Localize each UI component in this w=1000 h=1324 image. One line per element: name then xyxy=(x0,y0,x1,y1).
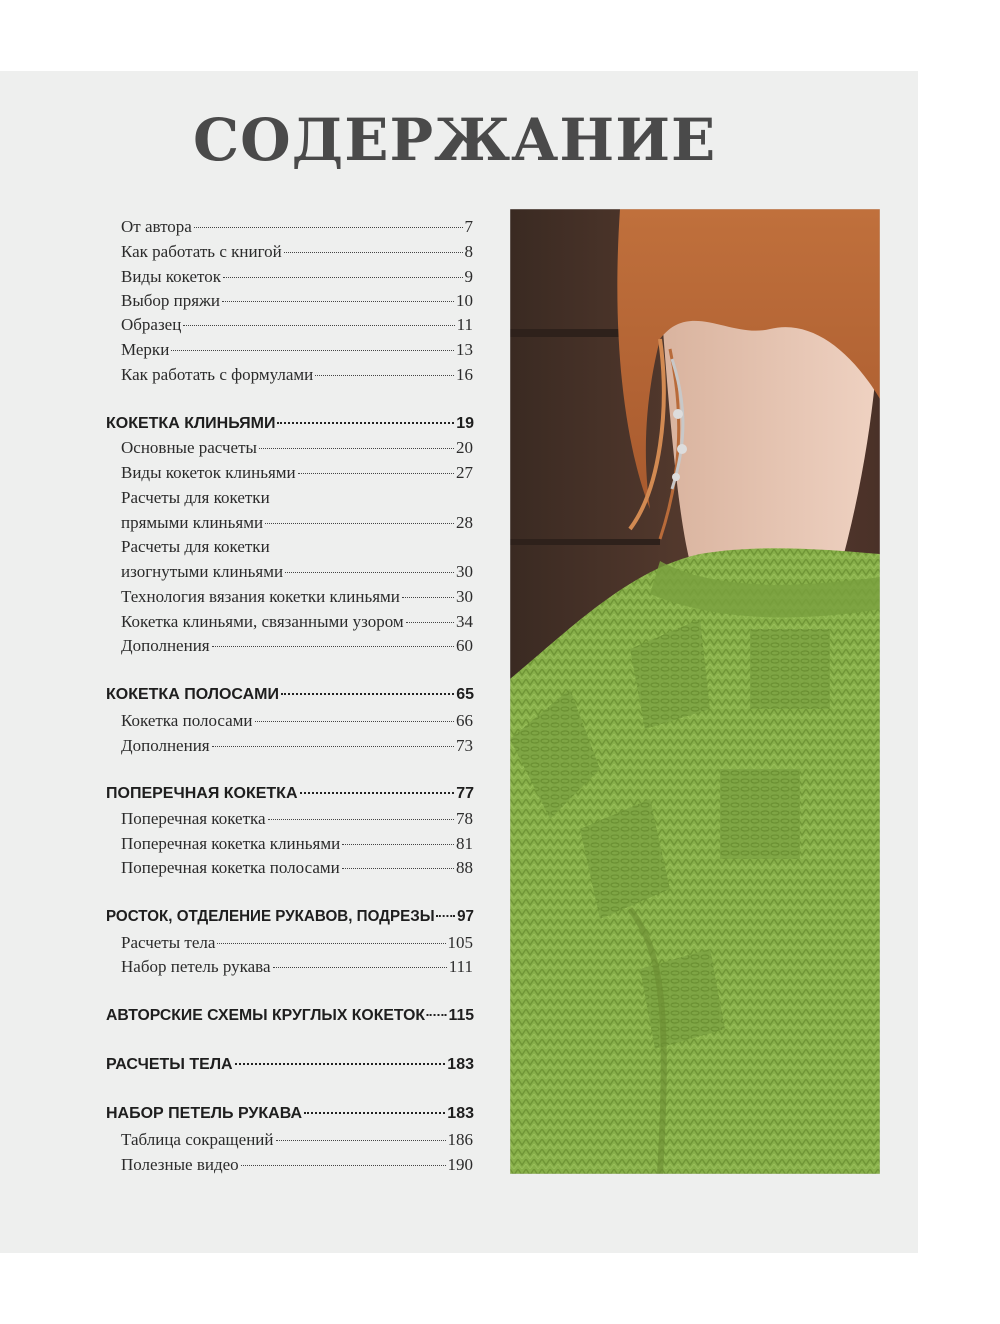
toc-label: Как работать с формулами xyxy=(121,365,314,384)
toc-label: Расчеты для кокетки xyxy=(121,537,270,556)
toc-page: 183 xyxy=(447,1056,474,1073)
toc-entry-line[interactable] xyxy=(121,536,473,558)
toc-section-heading[interactable] xyxy=(106,1103,474,1125)
toc-entry[interactable] xyxy=(121,857,473,879)
dot-leader xyxy=(285,572,454,573)
toc-page: 190 xyxy=(447,1155,473,1174)
toc-entry[interactable] xyxy=(121,314,473,336)
dot-leader xyxy=(265,523,454,524)
toc-label: Набор петель рукава xyxy=(121,957,271,976)
dot-leader xyxy=(223,277,463,278)
toc-entry[interactable] xyxy=(121,512,473,534)
toc-entry[interactable] xyxy=(121,266,473,288)
toc-entry[interactable] xyxy=(121,611,473,633)
sweater-photo xyxy=(510,209,880,1174)
toc-label: Дополнения xyxy=(121,636,210,655)
toc-label: Кокетка полосами xyxy=(121,711,253,730)
toc-label: Поперечная кокетка полосами xyxy=(121,858,340,877)
toc-page: 13 xyxy=(456,340,473,359)
toc-entry[interactable] xyxy=(121,932,473,954)
toc-section-heading[interactable] xyxy=(106,906,474,928)
dot-leader xyxy=(402,597,454,598)
toc-page: 105 xyxy=(447,933,473,952)
toc-entry[interactable] xyxy=(121,462,473,484)
toc-label: РОСТОК, ОТДЕЛЕНИЕ РУКАВОВ, ПОДРЕЗЫ xyxy=(106,908,435,925)
dot-leader xyxy=(212,746,454,747)
toc-entry[interactable] xyxy=(121,710,473,732)
dot-leader xyxy=(235,1063,446,1065)
toc-section-heading[interactable] xyxy=(106,1005,474,1027)
toc-page: 115 xyxy=(448,1007,474,1024)
toc-entry-line[interactable] xyxy=(121,487,473,509)
toc-label: Виды кокеток xyxy=(121,267,221,286)
toc-page: 34 xyxy=(456,612,473,631)
toc-entry[interactable] xyxy=(121,1154,473,1176)
dot-leader xyxy=(222,301,454,302)
toc-page: 10 xyxy=(456,291,473,310)
dot-leader xyxy=(315,375,454,376)
toc-page: 16 xyxy=(456,365,473,384)
toc-section-heading[interactable] xyxy=(106,783,474,805)
toc-label: Основные расчеты xyxy=(121,438,257,457)
toc-page: 8 xyxy=(464,242,473,261)
toc-page: 30 xyxy=(456,562,473,581)
toc-page: 77 xyxy=(456,785,474,802)
toc-page: 20 xyxy=(456,438,473,457)
toc-entry[interactable] xyxy=(121,1129,473,1151)
toc-section-heading[interactable] xyxy=(106,684,474,706)
dot-leader xyxy=(277,422,454,424)
toc-entry[interactable] xyxy=(121,290,473,312)
toc-label: Дополнения xyxy=(121,736,210,755)
toc-label: Виды кокеток клиньями xyxy=(121,463,296,482)
dot-leader xyxy=(212,646,454,647)
page-title: СОДЕРЖАНИЕ xyxy=(193,106,717,174)
dot-leader xyxy=(255,721,454,722)
toc-page: 73 xyxy=(456,736,473,755)
toc-page: 19 xyxy=(456,415,474,432)
dot-leader xyxy=(304,1112,445,1114)
toc-label: Поперечная кокетка клиньями xyxy=(121,834,341,853)
toc-page: 97 xyxy=(457,908,474,925)
toc-label: РАСЧЕТЫ ТЕЛА xyxy=(106,1056,233,1073)
toc-entry[interactable] xyxy=(121,735,473,757)
toc-label: Таблица сокращений xyxy=(121,1130,274,1149)
toc-label: Образец xyxy=(121,315,182,334)
toc-label: КОКЕТКА ПОЛОСАМИ xyxy=(106,686,279,703)
dot-leader xyxy=(284,252,463,253)
dot-leader xyxy=(268,819,454,820)
toc-page: 186 xyxy=(447,1130,473,1149)
toc-label: изогнутыми клиньями xyxy=(121,562,284,581)
toc-label: Кокетка клиньями, связанными узором xyxy=(121,612,404,631)
toc-page: 66 xyxy=(456,711,473,730)
toc-label: Расчеты для кокетки xyxy=(121,488,270,507)
toc-label: НАБОР ПЕТЕЛЬ РУКАВА xyxy=(106,1105,303,1122)
dot-leader xyxy=(171,350,454,351)
toc-entry[interactable] xyxy=(121,586,473,608)
dot-leader xyxy=(436,915,455,917)
toc-entry[interactable] xyxy=(121,635,473,657)
toc-entry[interactable] xyxy=(121,216,473,238)
toc-label: Как работать с книгой xyxy=(121,242,282,261)
toc-page: 88 xyxy=(456,858,473,877)
dot-leader xyxy=(342,868,454,869)
toc-label: АВТОРСКИЕ СХЕМЫ КРУГЛЫХ КОКЕТОК xyxy=(106,1007,426,1024)
toc-entry[interactable] xyxy=(121,808,473,830)
toc-page: 27 xyxy=(456,463,473,482)
dot-leader xyxy=(273,967,447,968)
toc-entry[interactable] xyxy=(121,241,473,263)
dot-leader xyxy=(276,1140,446,1141)
dot-leader xyxy=(427,1014,447,1016)
toc-entry[interactable] xyxy=(121,339,473,361)
toc-page: 11 xyxy=(456,315,473,334)
toc-label: Мерки xyxy=(121,340,170,359)
dot-leader xyxy=(342,844,454,845)
toc-page: 111 xyxy=(448,957,473,976)
toc-entry[interactable] xyxy=(121,956,473,978)
toc-label: От автора xyxy=(121,217,192,236)
toc-entry[interactable] xyxy=(121,833,473,855)
toc-label: Поперечная кокетка xyxy=(121,809,266,828)
toc-page: 60 xyxy=(456,636,473,655)
toc-page: 81 xyxy=(456,834,473,853)
toc-page: 78 xyxy=(456,809,473,828)
toc-label: Технология вязания кокетки клиньями xyxy=(121,587,400,606)
dot-leader xyxy=(217,943,445,944)
dot-leader xyxy=(300,792,455,794)
toc-entry[interactable] xyxy=(121,364,473,386)
toc-label: Выбор пряжи xyxy=(121,291,220,310)
toc-page: 9 xyxy=(464,267,473,286)
toc-label: Полезные видео xyxy=(121,1155,239,1174)
toc-page: 7 xyxy=(464,217,473,236)
toc-page: 30 xyxy=(456,587,473,606)
dot-leader xyxy=(281,693,454,695)
toc-section-heading[interactable] xyxy=(106,413,474,435)
toc-page: 28 xyxy=(456,513,473,532)
toc-page: 65 xyxy=(456,686,474,703)
dot-leader xyxy=(241,1165,446,1166)
toc-section-heading[interactable] xyxy=(106,1054,474,1076)
dot-leader xyxy=(183,325,454,326)
dot-leader xyxy=(406,622,454,623)
dot-leader xyxy=(259,448,454,449)
dot-leader xyxy=(298,473,454,474)
dot-leader xyxy=(194,227,463,228)
toc-label: КОКЕТКА КЛИНЬЯМИ xyxy=(106,415,276,432)
toc-label: ПОПЕРЕЧНАЯ КОКЕТКА xyxy=(106,785,298,802)
toc-page: 183 xyxy=(447,1105,474,1122)
toc-label: Расчеты тела xyxy=(121,933,216,952)
toc-entry[interactable] xyxy=(121,561,473,583)
toc-entry[interactable] xyxy=(121,437,473,459)
toc-label: прямыми клиньями xyxy=(121,513,264,532)
